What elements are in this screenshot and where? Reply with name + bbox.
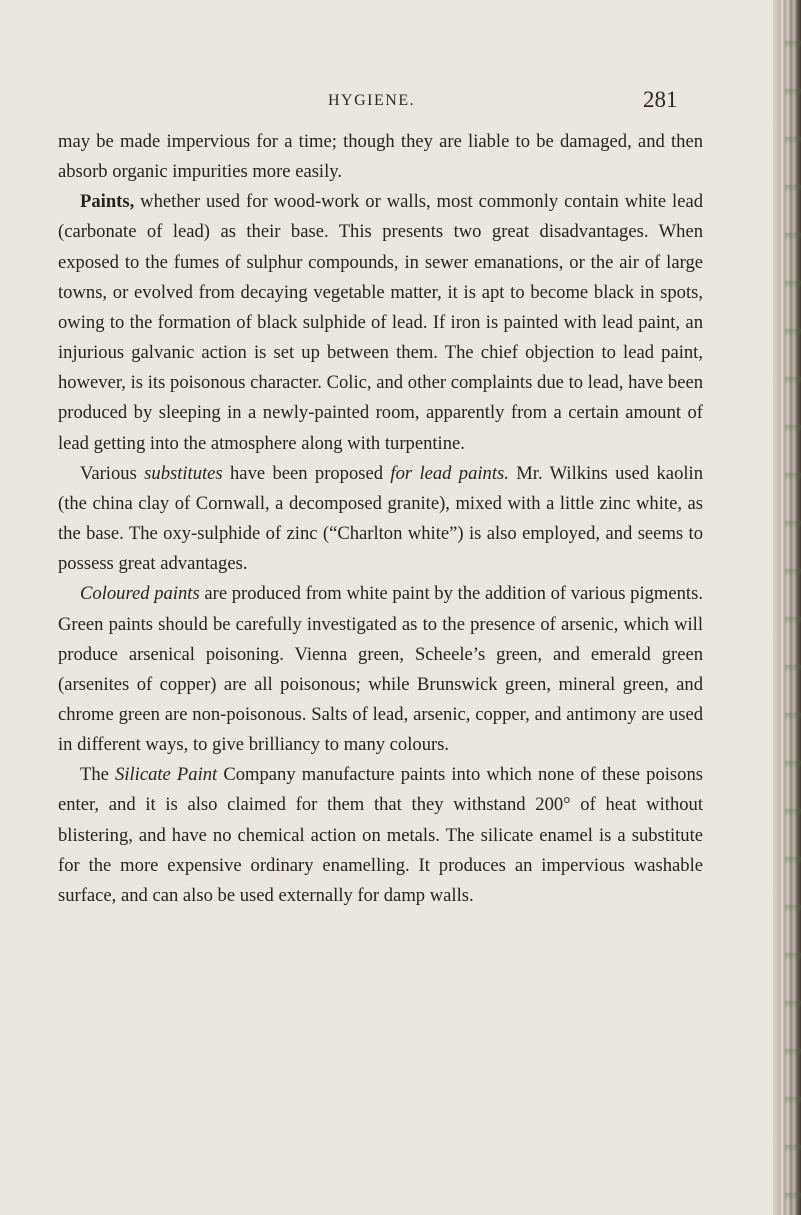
paragraph [58, 187, 703, 458]
emphasis-coloured-paints: Coloured paints [80, 583, 200, 605]
text-run: are produced from white paint by the addition of various pigments. Green paints should be carefully investigated as to the presence of arsenic, which will produce arsenical poisoning. Vienna green, Scheele’s green, and emerald green (arsenites of copper) are all poisonous; while Brunswick green, mineral green, and chrome green are non-poisonous. Salts of lead, arsenic, copper, and antimony are used in different ways, to give brilliancy to many colours. [58, 583, 703, 756]
paragraph [58, 459, 703, 580]
text-run: Mr. Wilkins used kaolin (the china clay of Cornwall, a decomposed granite), mixed with a little zinc white, as the base. The oxy-sulphide of zinc (“Charlton white”) is also employed, and seems to possess great advantages. [58, 462, 703, 575]
book-binding-edge [773, 0, 801, 1215]
running-head [0, 87, 801, 120]
section-heading-paints: Paints, [80, 191, 135, 213]
emphasis-substitutes: substitutes [144, 462, 223, 484]
text-run: may be made impervious for a time; though they are liable to be damaged, and then absorb organic impurities more easily. [58, 131, 703, 183]
emphasis-for-lead-paints: for lead paints. [390, 462, 509, 484]
running-head-title: HYGIENE. [328, 92, 416, 109]
emphasis-silicate-paint: Silicate Paint [115, 764, 218, 786]
body-text [58, 127, 703, 911]
text-run: whether used for wood-work or walls, most commonly contain white lead (carbonate of lead) as their base. This presents two great disadvantages. When exposed to the fumes of sulphur compounds, in sewer emanations, or the air of large towns, or evolved from decaying vegetable matter, it is apt to become black in spots, owing to the formation of black sulphide of lead. If iron is painted with lead paint, an injurious galvanic action is set up between them. The chief objection to lead paint, however, is its poisonous character. Colic, and other complaints due to lead, have been produced by sleeping in a newly-painted room, apparently from a certain amount of lead getting into the atmosphere along with turpentine. [58, 191, 703, 454]
paragraph [58, 579, 703, 760]
text-run: have been proposed [222, 462, 391, 484]
text-run: The [80, 764, 116, 786]
text-run: Company manufacture paints into which none of these poisons enter, and it is also claimed for them that they withstand 200° of heat without blistering, and have no chemical action on metals. The silicate enamel is a substitute for the more expensive ordinary enamelling. It produces an impervious washable surface, and can also be used externally for damp walls. [58, 764, 703, 906]
paragraph [58, 760, 703, 911]
page-number: 281 [643, 87, 678, 112]
paragraph [58, 127, 703, 187]
text-run: Various [80, 462, 145, 484]
